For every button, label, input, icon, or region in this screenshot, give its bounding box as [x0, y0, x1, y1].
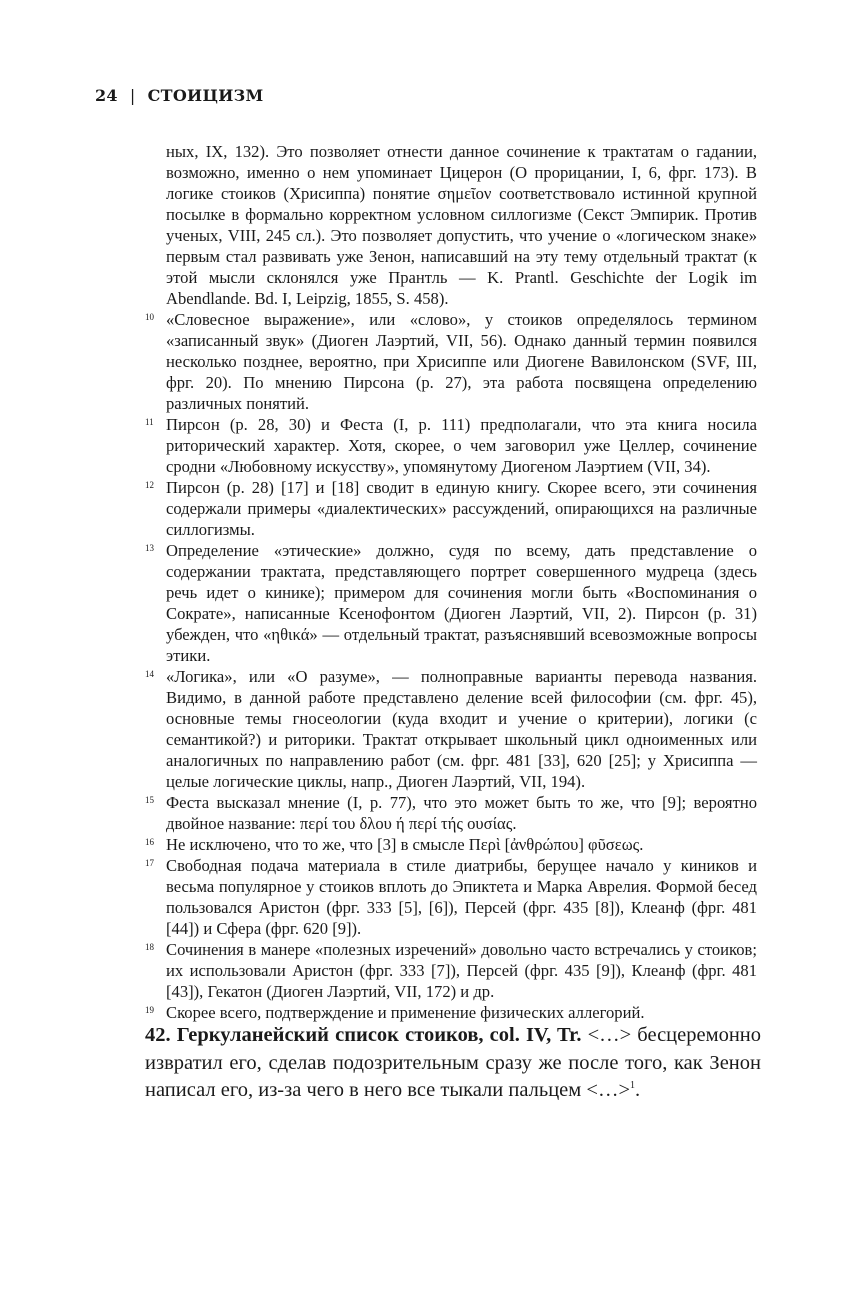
fragment-42: [145, 1022, 761, 1105]
fragment-heading: 42. Геркуланейский список стоиков, col. IV, Tr.: [145, 1024, 582, 1046]
footnote-17: [145, 855, 757, 939]
footnote-number: 19: [145, 1005, 154, 1015]
footnote-11: [145, 414, 757, 477]
footnote-16: [145, 834, 757, 855]
footnote-12: [145, 477, 757, 540]
footnote-text: Не исключено, что то же, что [3] в смысле Περὶ [ἀνθρώπου] φῦσεως.: [166, 835, 644, 854]
footnotes: [145, 141, 757, 1023]
footnote-text: «Словесное выражение», или «слово», у стоиков определялось термином «записанный звук» (Диоген Лаэртий, VII, 56). Однако данный термин появился несколько позднее, вероятно, при Хрисиппе или Диогене Вавилонском (SVF, III, фрг. 20). По мнению Пирсона (р. 27), эта работа посвящена определению различных понятий.: [166, 310, 757, 413]
footnote-text: Скорее всего, подтверждение и применение физических аллегорий.: [166, 1003, 645, 1022]
footnote-number: 13: [145, 543, 154, 553]
footnote-number: 17: [145, 858, 154, 868]
header-separator: |: [129, 86, 136, 105]
section-title: СТОИЦИЗМ: [147, 86, 264, 105]
fragment-end: .: [635, 1079, 641, 1101]
footnote-text: Свободная подача материала в стиле диатрибы, берущее начало у киников и весьма популярное у стоиков вплоть до Эпиктета и Марка Аврелия. Формой бесед пользовался Аристон (фрг. 333 [5], [6]), Персей (фрг. 435 [8]), Клеанф (фрг. 481 [44]) и Сфера (фрг. 620 [9]).: [166, 856, 757, 938]
page-number: 24: [95, 86, 118, 105]
fragment-body: <…> бесцеремонно извратил его, сделав подозрительным сразу же после того, как Зенон написал его, из-за чего в него все тыкали пальцем <…>: [145, 1024, 762, 1101]
footnote-number: 11: [145, 417, 154, 427]
footnote-text: Пирсон (р. 28) [17] и [18] сводит в единую книгу. Скорее всего, эти сочинения содержали примеры «диалектических» рассуждений, опирающихся на различные силлогизмы.: [166, 478, 757, 539]
footnote-14: [145, 666, 757, 792]
footnote-19: [145, 1002, 757, 1023]
footnote-text: Пирсон (р. 28, 30) и Феста (I, р. 111) предполагали, что эта книга носила риторический характер. Хотя, скорее, о чем заговорил уже Целлер, сочинение сродни «Любовному искусству», упомянутому Диогеном Лаэртием (VII, 34).: [166, 415, 757, 476]
footnote-continuation: [145, 141, 757, 309]
footnote-15: [145, 792, 757, 834]
footnote-text: Сочинения в манере «полезных изречений» довольно часто встречались у стоиков; их использовали Аристон (фрг. 333 [7]), Персей (фрг. 435 [9]), Клеанф (фрг. 481 [43]), Гекатон (Диоген Лаэртий, VII, 172) и др.: [166, 940, 757, 1001]
footnote-10: [145, 309, 757, 414]
footnote-number: 12: [145, 480, 154, 490]
footnote-18: [145, 939, 757, 1002]
footnote-reference: 1: [630, 1080, 636, 1092]
footnote-13: [145, 540, 757, 666]
running-head: [95, 86, 264, 105]
footnote-number: 14: [145, 669, 154, 679]
footnote-text: «Логика», или «О разуме», — полноправные варианты перевода названия. Видимо, в данной работе представлено деление всей философии (см. фрг. 45), основные темы гносеологии (куда входит и учение о критерии), логики (с семантикой?) и риторики. Трактат открывает школьный цикл одноименных или аналогичных по направлению работ (см. фрг. 481 [33], 620 [25]; у Хрисиппа — целые логические циклы, напр., Диоген Лаэртий, VII, 194).: [166, 667, 757, 791]
footnote-text: ных, IX, 132). Это позволяет отнести данное сочинение к трактатам о гадании, возможно, именно о нем упоминает Цицерон (О прорицании, I, 6, фрг. 173). В логике стоиков (Хрисиппа) понятие σημεῖον соответствовало истинной крупной посылке в формально корректном условном силлогизме (Секст Эмпирик. Против ученых, VIII, 245 сл.). Это позволяет допустить, что учение о «логическом знаке» первым стал развивать уже Зенон, написавший на эту тему отдельный трактат (к этой мысли склонялся уже Прантль — K. Prantl. Geschichte der Logik im Abendlande. Bd. I, Leipzig, 1855, S. 458).: [166, 142, 757, 308]
footnote-number: 18: [145, 942, 154, 952]
footnote-number: 15: [145, 795, 154, 805]
footnote-text: Определение «этические» должно, судя по всему, дать представление о содержании трактата, представляющего портрет совершенного мудреца (здесь речь идет о кинике); примером для сочинения могли быть «Воспоминания о Сократе», написанные Ксенофонтом (Диоген Лаэртий, VII, 2). Пирсон (р. 31) убежден, что «ηθικά» — отдельный трактат, разъяснявший всевозможные вопросы этики.: [166, 541, 757, 665]
footnote-number: 10: [145, 312, 154, 322]
footnote-text: Феста высказал мнение (I, р. 77), что это может быть то же, что [9]; вероятно двойное название: περί του δλου ή περί τής ουσίας.: [166, 793, 757, 833]
footnote-number: 16: [145, 837, 154, 847]
